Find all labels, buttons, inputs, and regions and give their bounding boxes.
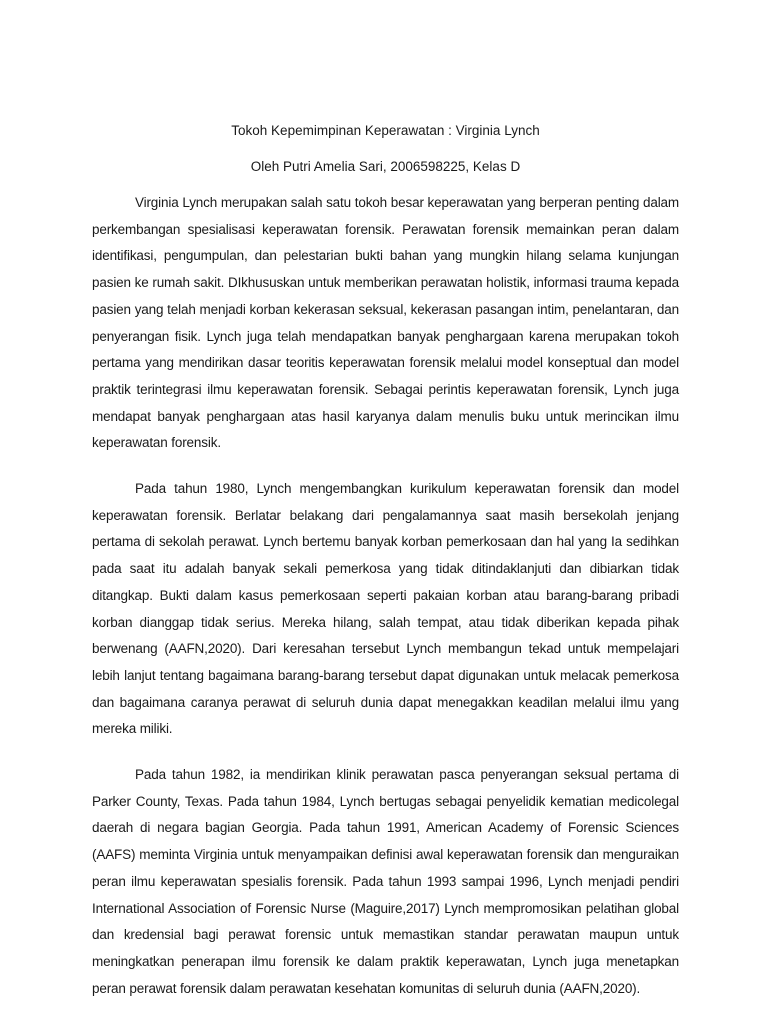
paragraph-2: Pada tahun 1980, Lynch mengembangkan kurikulum keperawatan forensik dan model keperawatan forensik. Berlatar belakang dari pengalamannya saat masih bersekolah jenjang pertama di sekolah perawat. Lynch bertemu banyak korban pemerkosaan dan hal yang Ia sedihkan pada saat itu adalah banyak sekali pemerkosa yang tidak ditindaklanjuti dan dibiarkan tidak ditangkap. Bukti dalam kasus pemerkosaan seperti pakaian korban atau barang-barang pribadi korban dianggap tidak serius. Mereka hilang, salah tempat, atau tidak diberikan kepada pihak berwenang (AAFN,2020). Dari keresahan tersebut Lynch membangun tekad untuk mempelajari lebih lanjut tentang bagaimana barang-barang tersebut dapat digunakan untuk melacak pemerkosa dan bagaimana caranya perawat di seluruh dunia dapat menegakkan keadilan melalui ilmu yang mereka miliki. [92, 481, 679, 737]
paragraph-3: Pada tahun 1982, ia mendirikan klinik perawatan pasca penyerangan seksual pertama di Parker County, Texas. Pada tahun 1984, Lynch bertugas sebagai penyelidik kematian medicolegal daerah di negara bagian Georgia. Pada tahun 1991, American Academy of Forensic Sciences (AAFS) meminta Virginia untuk menyampaikan definisi awal keperawatan forensik dan menguraikan peran ilmu keperawatan spesialis forensik. Pada tahun 1993 sampai 1996, Lynch menjadi pendiri International Association of Forensic Nurse (Maguire,2017) Lynch mempromosikan pelatihan global dan kredensial bagi perawat forensic untuk memastikan standar perawatan maupun untuk meningkatkan penerapan ilmu forensik ke dalam praktik keperawatan, Lynch juga menetapkan peran perawat forensik dalam perawatan kesehatan komunitas di seluruh dunia (AAFN,2020). [92, 767, 679, 996]
author-byline: Oleh Putri Amelia Sari, 2006598225, Kelas D [250, 159, 521, 174]
paragraph-1: Virginia Lynch merupakan salah satu tokoh besar keperawatan yang berperan penting dalam perkembangan spesialisasi keperawatan forensik. Perawatan forensik memainkan peran dalam identifikasi, pengumpulan, dan pelestarian bukti bahan yang mungkin hilang selama kunjungan pasien ke rumah sakit. DIkhususkan untuk memberikan perawatan holistik, informasi trauma kepada pasien yang telah menjadi korban kekerasan seksual, kekerasan pasangan intim, penelantaran, dan penyerangan fisik. Lynch juga telah mendapatkan banyak penghargaan karena merupakan tokoh pertama yang mendirikan dasar teoritis keperawatan forensik melalui model konseptual dan model praktik terintegrasi ilmu keperawatan forensik. Sebagai perintis keperawatan forensik, Lynch juga mendapat banyak penghargaan atas hasil karyanya dalam menulis buku untuk merincikan ilmu keperawatan forensik. [92, 195, 679, 451]
document-title: Tokoh Kepemimpinan Keperawatan : Virginia Lynch [231, 123, 540, 138]
document-body [92, 118, 679, 1021]
